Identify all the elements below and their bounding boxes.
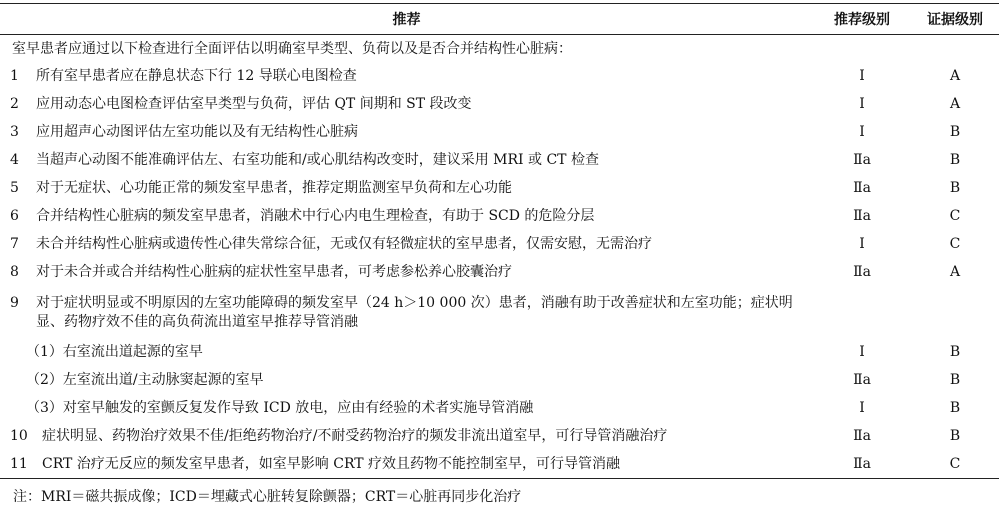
evidence-cell: A — [949, 96, 961, 113]
recommendation-cell — [0, 231, 813, 259]
recommendation-text: 未合并结构性心脏病或遗传性心律失常综合征，无或仅有轻微症状的室早患者，仅需安慰，无需治疗 — [36, 236, 652, 253]
subrecommendation-text: （1）右室流出道起源的室早 — [26, 344, 203, 361]
recommendation-cell — [0, 287, 999, 339]
evidence-cell: B — [949, 400, 961, 417]
evidence-cell: B — [949, 344, 961, 361]
header-evidence-level: 证据级别 — [911, 4, 999, 35]
level-cell: Ⅱa — [853, 372, 871, 389]
row-number: 10 — [10, 428, 28, 445]
recommendation-text: 当超声心动图不能准确评估左、右室功能和/或心肌结构改变时，建议采用 MRI 或 CT 检查 — [36, 152, 599, 169]
evidence-cell: C — [911, 451, 999, 479]
level-cell: Ⅱa — [853, 264, 871, 281]
table-subrow — [0, 339, 999, 367]
recommendation-cell — [0, 451, 813, 479]
evidence-cell: B — [949, 428, 961, 445]
level-cell: Ⅱa — [853, 152, 871, 169]
level-cell: Ⅱa — [853, 428, 871, 445]
recommendation-cell — [0, 119, 813, 147]
recommendation-cell — [0, 423, 813, 451]
row-number: 3 — [10, 124, 19, 141]
table-row — [0, 423, 999, 451]
row-number: 1 — [10, 68, 19, 85]
table-row — [0, 231, 999, 259]
table-footnote: 注：MRI＝磁共振成像；ICD＝埋藏式心脏转复除颤器；CRT＝心脏再同步化治疗 — [13, 489, 522, 505]
recommendation-text: 合并结构性心脏病的频发室早患者，消融术中行心内电生理检查，有助于 SCD 的危险分层 — [36, 208, 595, 225]
row-number: 9 — [10, 295, 19, 312]
evidence-cell: C — [949, 208, 961, 225]
recommendation-cell — [0, 259, 813, 287]
recommendation-text: 对于无症状、心功能正常的频发室早患者，推荐定期监测室早负荷和左心功能 — [36, 180, 512, 197]
recommendation-text: CRT 治疗无反应的频发室早患者，如室早影响 CRT 疗效且药物不能控制室早，可行导管消融 — [42, 456, 621, 473]
recommendation-text: 应用超声心动图评估左室功能以及有无结构性心脏病 — [36, 124, 358, 141]
level-cell: Ⅰ — [859, 400, 865, 417]
level-cell: Ⅰ — [859, 96, 865, 113]
level-cell: Ⅱa — [853, 208, 871, 225]
recommendation-text: 所有室早患者应在静息状态下行 12 导联心电图检查 — [36, 68, 357, 85]
row-number: 4 — [10, 152, 19, 169]
row-number: 6 — [10, 208, 19, 225]
table-row — [0, 147, 999, 175]
table-row — [0, 63, 999, 91]
evidence-cell: C — [949, 236, 961, 253]
table-body — [0, 35, 999, 479]
recommendation-cell — [0, 91, 813, 119]
level-cell: Ⅰ — [859, 68, 865, 85]
level-cell: Ⅱa — [813, 451, 911, 479]
row-number: 8 — [10, 264, 19, 281]
recommendation-cell — [0, 203, 813, 231]
intro-text: 室早患者应通过以下检查进行全面评估以明确室早类型、负荷以及是否合并结构性心脏病： — [12, 40, 572, 57]
table-row — [0, 175, 999, 203]
level-cell: Ⅰ — [859, 236, 865, 253]
subrecommendation-text: （3）对室早触发的室颤反复发作导致 ICD 放电，应由有经验的术者实施导管消融 — [26, 400, 534, 417]
table-row — [0, 451, 999, 479]
header-recommendation-level: 推荐级别 — [813, 4, 911, 35]
table-row — [0, 119, 999, 147]
level-cell: Ⅰ — [859, 344, 865, 361]
table-subrow — [0, 395, 999, 423]
row-number: 5 — [10, 180, 19, 197]
recommendation-text: 症状明显、药物治疗效果不佳/拒绝药物治疗/不耐受药物治疗的频发非流出道室早，可行导管消融治疗 — [42, 428, 668, 445]
table-row — [0, 259, 999, 287]
evidence-cell: B — [949, 124, 961, 141]
recommendation-cell — [0, 147, 813, 175]
evidence-cell: B — [949, 372, 961, 389]
table-row-9 — [0, 287, 999, 339]
row-number: 2 — [10, 96, 19, 113]
table-row — [0, 203, 999, 231]
recommendation-table — [0, 3, 999, 479]
table-row-intro — [0, 35, 999, 63]
recommendation-text: 对于症状明显或不明原因的左室功能障碍的频发室早（24 h＞10 000 次）患者，消融有助于改善症状和左室功能；症状明显、药物疗效不佳的高负荷流出道室早推荐导管消融 — [36, 295, 793, 330]
row-number: 11 — [10, 456, 28, 473]
recommendation-text: 应用动态心电图检查评估室早类型与负荷，评估 QT 间期和 ST 段改变 — [36, 96, 472, 113]
recommendation-text: 对于未合并或合并结构性心脏病的症状性室早患者，可考虑参松养心胶囊治疗 — [36, 264, 512, 281]
level-cell: Ⅰ — [859, 124, 865, 141]
table-row — [0, 91, 999, 119]
evidence-cell: A — [949, 68, 961, 85]
subrecommendation-text: （2）左室流出道/主动脉窦起源的室早 — [26, 372, 264, 389]
recommendation-cell — [0, 63, 813, 91]
table-subrow — [0, 367, 999, 395]
evidence-cell: A — [949, 264, 961, 281]
evidence-cell: B — [949, 180, 961, 197]
evidence-cell: B — [949, 152, 961, 169]
recommendation-cell — [0, 175, 813, 203]
table-header — [0, 4, 999, 35]
row-number: 7 — [10, 236, 19, 253]
header-recommendation: 推荐 — [0, 4, 813, 35]
level-cell: Ⅱa — [853, 180, 871, 197]
